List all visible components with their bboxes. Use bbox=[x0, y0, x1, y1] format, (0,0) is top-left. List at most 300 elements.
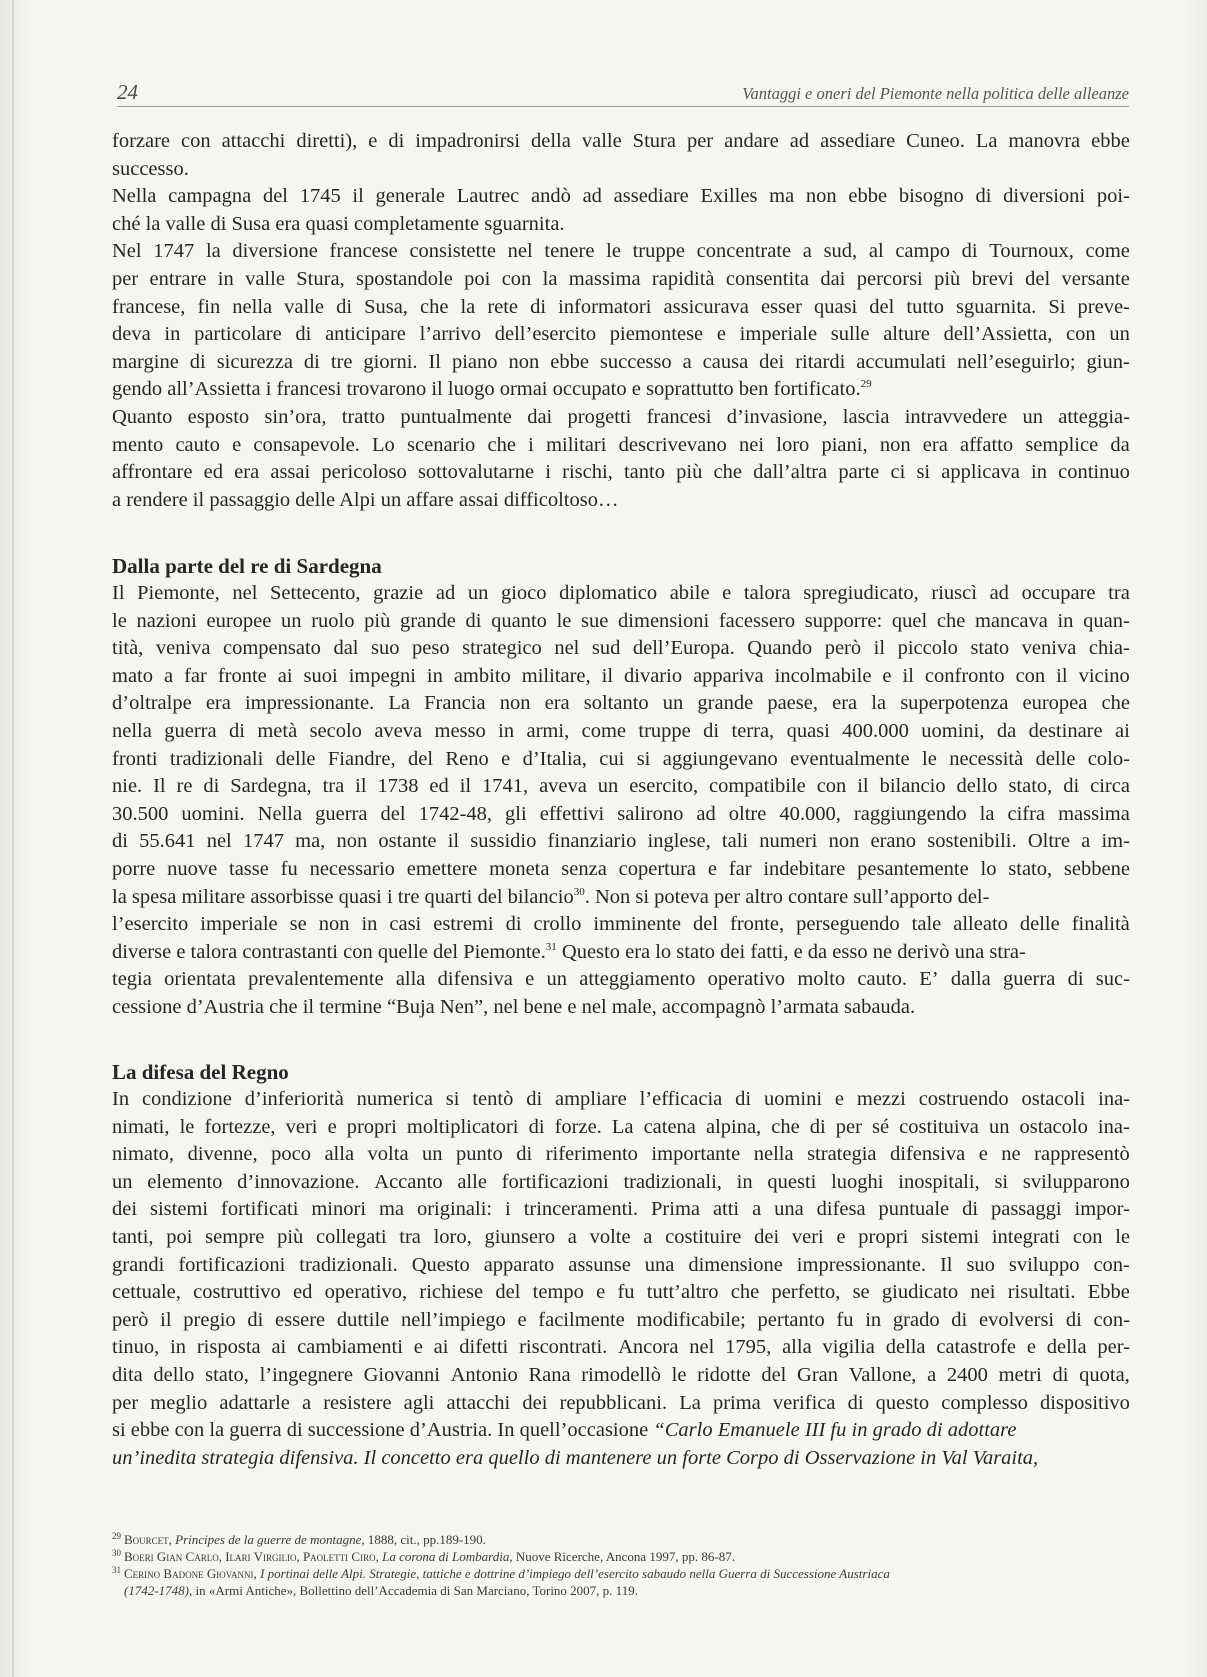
word: sottovalutarne bbox=[417, 461, 535, 484]
word: delle bbox=[1019, 913, 1060, 936]
word: in bbox=[217, 267, 234, 290]
word: suo bbox=[371, 637, 400, 660]
word: sud, bbox=[823, 240, 858, 263]
text-line bbox=[112, 376, 1130, 404]
word: alla bbox=[782, 1336, 812, 1359]
word: ad bbox=[582, 185, 602, 208]
word: talora bbox=[743, 582, 791, 604]
word: duttile bbox=[336, 1308, 390, 1331]
word: applicava bbox=[941, 461, 1020, 484]
word: sue bbox=[581, 609, 609, 632]
word: copertura bbox=[618, 857, 697, 880]
word: Gran bbox=[797, 1363, 839, 1386]
word: ed bbox=[203, 461, 223, 484]
word: del bbox=[408, 747, 434, 770]
word: ridotte bbox=[697, 1363, 751, 1386]
word: erano bbox=[870, 830, 917, 853]
word: un bbox=[546, 968, 567, 991]
word: veniva bbox=[155, 637, 211, 660]
word: come bbox=[1085, 240, 1130, 263]
word: E’ bbox=[919, 968, 939, 991]
word: fortificati bbox=[221, 1198, 299, 1221]
word: ostante bbox=[378, 830, 437, 853]
word: Antonio bbox=[450, 1363, 518, 1386]
word: si bbox=[445, 1088, 460, 1110]
footnote-ref-31[interactable]: 31 bbox=[545, 940, 557, 953]
footnote-rest: , Nuove Ricerche, Ancona 1997, pp. 86-87. bbox=[509, 1549, 735, 1564]
word: massima bbox=[568, 267, 641, 290]
word: atteggiamento bbox=[579, 968, 696, 991]
word: ma bbox=[769, 185, 795, 208]
word: il bbox=[902, 664, 914, 687]
word: era bbox=[205, 692, 231, 715]
text-line: a rendere il passaggio delle Alpi un affare assai difficoltoso… bbox=[112, 488, 619, 511]
word: raggiungendo bbox=[853, 802, 967, 825]
word: deva bbox=[112, 323, 151, 346]
word: di bbox=[228, 719, 245, 742]
word: ed bbox=[429, 775, 449, 798]
section-heading-difesa: La difesa del Regno bbox=[112, 1060, 289, 1084]
footnote-ref-30[interactable]: 30 bbox=[573, 885, 585, 898]
text-line bbox=[112, 1141, 1130, 1169]
word: elemento bbox=[147, 1170, 223, 1193]
word: dei bbox=[754, 1225, 780, 1248]
word: con bbox=[181, 130, 211, 152]
footnote-ref-29[interactable]: 29 bbox=[860, 378, 872, 391]
page-number: 24 bbox=[117, 80, 138, 104]
word: fronti bbox=[112, 747, 158, 770]
word: 1745 bbox=[299, 185, 341, 208]
text-line bbox=[112, 773, 1130, 801]
text-line: cessione d’Austria che il termine “Buja Nen”, nel bene e nel male, accompagnò l’armata sabauda. bbox=[112, 995, 916, 1018]
word: tali bbox=[721, 830, 749, 853]
text-line bbox=[112, 718, 1130, 746]
word: lo bbox=[980, 857, 997, 880]
word: scenario bbox=[407, 433, 476, 456]
word: grado bbox=[892, 1308, 940, 1331]
word: che bbox=[1101, 692, 1130, 715]
word: con bbox=[501, 267, 532, 290]
word: di bbox=[530, 295, 547, 318]
word: l’ingegnere bbox=[259, 1363, 353, 1386]
word: andò bbox=[531, 185, 571, 208]
word: alpina, bbox=[705, 1115, 762, 1138]
word: Nella bbox=[112, 185, 157, 208]
word: attacchi bbox=[446, 1391, 511, 1414]
word: brevi bbox=[971, 267, 1014, 290]
word: dal bbox=[333, 637, 359, 660]
word: ina- bbox=[1097, 1115, 1130, 1138]
text-line bbox=[112, 580, 1130, 608]
word: diversioni bbox=[1003, 185, 1086, 208]
word: condizione bbox=[141, 1088, 232, 1110]
word: veri bbox=[285, 1115, 318, 1138]
word: dello bbox=[956, 775, 998, 798]
word: confronto bbox=[924, 664, 1005, 687]
text-line bbox=[112, 238, 1130, 266]
word: era bbox=[832, 692, 858, 715]
word: le bbox=[1115, 1225, 1130, 1248]
word: evolversi bbox=[978, 1308, 1055, 1331]
word: quasi bbox=[813, 295, 858, 318]
running-header bbox=[117, 80, 1129, 107]
text-line bbox=[112, 801, 1130, 829]
word: riferimento bbox=[545, 1143, 638, 1166]
word: estremi bbox=[433, 913, 494, 936]
word: metri bbox=[998, 1363, 1042, 1386]
text-line bbox=[112, 608, 1130, 636]
word: vicino bbox=[1078, 664, 1130, 687]
word: in bbox=[361, 913, 378, 936]
word: di bbox=[526, 1088, 543, 1110]
text-line bbox=[112, 459, 1130, 487]
word: superpotenza bbox=[900, 692, 1009, 715]
word: causa bbox=[702, 350, 749, 373]
word: ma bbox=[378, 1198, 405, 1221]
word: messo bbox=[434, 719, 486, 742]
word: di bbox=[528, 1115, 545, 1138]
word: l’arrivo bbox=[419, 323, 482, 346]
word: gioco bbox=[500, 582, 547, 604]
word: stato, bbox=[1008, 775, 1053, 798]
word: perfetto, bbox=[771, 1281, 841, 1304]
word: fronte bbox=[217, 664, 267, 687]
word: tutto bbox=[906, 295, 944, 318]
word: alleato bbox=[953, 913, 1008, 936]
word: versante bbox=[1061, 267, 1130, 290]
word: moneta bbox=[489, 857, 550, 880]
word: nel bbox=[232, 582, 258, 604]
word: descrivevano bbox=[618, 433, 727, 456]
word: grazie bbox=[373, 582, 424, 604]
word: cauto. bbox=[857, 968, 907, 991]
word: metà bbox=[257, 719, 298, 742]
text-line: successo. bbox=[112, 157, 189, 180]
word: uomini bbox=[763, 1088, 823, 1110]
word: un bbox=[112, 1170, 133, 1193]
word: inospitali, bbox=[898, 1170, 980, 1193]
word: campo bbox=[895, 240, 950, 263]
word: grande bbox=[400, 609, 456, 632]
word: concentrate bbox=[696, 240, 792, 263]
word: imperiale bbox=[200, 913, 278, 936]
word: rete bbox=[487, 295, 519, 318]
word: fronte, bbox=[730, 913, 785, 936]
word: La bbox=[611, 1115, 634, 1138]
word: rischi, bbox=[562, 461, 613, 484]
word: Rana bbox=[528, 1363, 571, 1386]
word: e bbox=[722, 582, 732, 604]
section-intro bbox=[112, 128, 1130, 514]
word: Accanto bbox=[374, 1170, 443, 1193]
word: al bbox=[868, 240, 884, 263]
word: e bbox=[1026, 1336, 1036, 1359]
word: esposto bbox=[187, 405, 250, 428]
word: far bbox=[184, 664, 207, 687]
word: dita bbox=[112, 1363, 143, 1386]
word: valle bbox=[581, 130, 622, 152]
word: fortezze, bbox=[204, 1115, 276, 1138]
word: terra, bbox=[731, 719, 775, 742]
word: occupare bbox=[1021, 582, 1096, 604]
word: spregiudicato, bbox=[803, 582, 919, 604]
word: il bbox=[873, 637, 886, 660]
word: di bbox=[203, 775, 220, 798]
word: nuove bbox=[167, 857, 218, 880]
word: un bbox=[467, 582, 489, 604]
word: poi bbox=[166, 1225, 193, 1248]
word: prima bbox=[712, 1391, 761, 1414]
word: che bbox=[936, 609, 966, 632]
word: un bbox=[662, 692, 684, 715]
word: Si bbox=[1048, 295, 1066, 318]
word: in bbox=[164, 323, 181, 346]
word: piemontese bbox=[609, 323, 704, 346]
word: suo bbox=[966, 1253, 995, 1276]
word: sé bbox=[872, 1115, 890, 1138]
word: diplomatico bbox=[559, 582, 658, 604]
word: sempre bbox=[205, 1225, 265, 1248]
word: le bbox=[112, 609, 127, 632]
word: Stura, bbox=[296, 267, 345, 290]
word: far bbox=[728, 857, 752, 880]
word: puntualmente bbox=[400, 405, 512, 428]
word: consapevole. bbox=[253, 433, 360, 456]
word: in bbox=[1031, 461, 1047, 484]
word: tentò bbox=[472, 1088, 514, 1110]
section-heading-sardegna: Dalla parte del re di Sardegna bbox=[112, 554, 382, 578]
word: del bbox=[495, 1281, 521, 1304]
word: quanto bbox=[491, 609, 547, 632]
word: impegni bbox=[348, 664, 416, 687]
word: non bbox=[499, 692, 531, 715]
word: piano bbox=[451, 350, 498, 373]
word: necessità bbox=[949, 747, 1024, 770]
word: trinceramenti. bbox=[523, 1198, 639, 1221]
word: Oltre bbox=[1027, 830, 1070, 853]
word: campagna bbox=[168, 185, 252, 208]
word: dei bbox=[759, 350, 785, 373]
word: pregio bbox=[183, 1308, 236, 1331]
word: ma, bbox=[295, 830, 326, 853]
word: secolo bbox=[309, 719, 362, 742]
text-line bbox=[112, 1334, 1130, 1362]
word: fortificazioni bbox=[178, 1253, 286, 1276]
word: un bbox=[597, 775, 619, 798]
word: verifica bbox=[772, 1391, 836, 1414]
word: Reno bbox=[445, 747, 489, 770]
word: continuo bbox=[1058, 461, 1130, 484]
word: strategico bbox=[462, 637, 542, 660]
word: meglio bbox=[150, 1391, 208, 1414]
word: forzare bbox=[112, 130, 171, 152]
word: del bbox=[692, 913, 719, 936]
word: di bbox=[112, 830, 128, 853]
word: per bbox=[112, 1391, 139, 1414]
word: truppe bbox=[632, 240, 685, 263]
word: passaggi bbox=[990, 1198, 1062, 1221]
word: a bbox=[643, 1225, 653, 1248]
text-line bbox=[112, 1390, 1130, 1418]
word: di bbox=[465, 609, 482, 632]
word: Ebbe bbox=[1087, 1281, 1130, 1304]
word: puntuale bbox=[878, 1198, 950, 1221]
word: dai bbox=[820, 267, 846, 290]
word: andare bbox=[724, 130, 779, 152]
footnote-29: $^{29}$ Bourcet, Principes de la guerre de montagne, 1888, cit., pp.189-190. bbox=[112, 1530, 486, 1547]
word: accumulati bbox=[856, 350, 947, 373]
word: Ancora bbox=[618, 1336, 679, 1359]
word: cifra bbox=[1007, 802, 1046, 825]
word: catena bbox=[643, 1115, 696, 1138]
word: della bbox=[1046, 1336, 1087, 1359]
word: apparato bbox=[483, 1253, 555, 1276]
word: nel bbox=[206, 830, 232, 853]
word: effettivi bbox=[539, 802, 605, 825]
word: e bbox=[882, 664, 892, 687]
word: margine bbox=[112, 350, 179, 373]
word: repubblicani. bbox=[559, 1391, 668, 1414]
word: stato, bbox=[205, 1363, 249, 1386]
word: francesi bbox=[646, 405, 712, 428]
word: indebitare bbox=[763, 857, 846, 880]
word: 1795, bbox=[725, 1336, 772, 1359]
word: stato bbox=[970, 637, 1010, 660]
word: con bbox=[1066, 323, 1096, 346]
word: difetti bbox=[459, 1336, 509, 1359]
word: adattarle bbox=[219, 1391, 290, 1414]
footnote-author: Boeri Gian Carlo, Ilari Virgilio, Paoletti Ciro bbox=[124, 1549, 376, 1564]
word: esercito, bbox=[629, 775, 699, 798]
word: numeri bbox=[759, 830, 818, 853]
word: nel bbox=[689, 1336, 715, 1359]
word: pesantemente bbox=[857, 857, 969, 880]
word: ebbe bbox=[1091, 130, 1130, 152]
word: questi bbox=[767, 1170, 817, 1193]
word: di bbox=[735, 1088, 752, 1110]
word: che bbox=[713, 461, 742, 484]
text-line bbox=[112, 349, 1130, 377]
word: supporre: bbox=[804, 609, 883, 632]
word: volta bbox=[367, 1143, 409, 1166]
word: nel bbox=[554, 637, 580, 660]
word: dalla bbox=[950, 968, 991, 991]
word: circa bbox=[1090, 775, 1130, 798]
text-line bbox=[112, 404, 1130, 432]
word: esser bbox=[760, 295, 802, 318]
word: necessario bbox=[309, 857, 395, 880]
word: che bbox=[419, 295, 449, 318]
footnote-rest: , 1888, cit., pp.189-190. bbox=[361, 1532, 486, 1547]
word: e bbox=[525, 968, 535, 991]
word: sussidio bbox=[470, 830, 537, 853]
word: fu bbox=[280, 857, 298, 880]
word: affatto bbox=[960, 433, 1014, 456]
word: ad bbox=[696, 802, 716, 825]
word: Nella bbox=[257, 802, 303, 825]
word: cambiamenti bbox=[297, 1336, 403, 1359]
word: risultati. bbox=[1007, 1281, 1076, 1304]
word: di bbox=[336, 295, 353, 318]
word: di bbox=[1067, 968, 1084, 991]
footnote-30: $^{30}$ Boeri Gian Carlo, Ilari Virgilio, Paoletti Ciro, La corona di Lombardia, Nuove Ricerche, Ancona 1997, pp. 86-87. bbox=[112, 1547, 735, 1564]
word: l’efficacia bbox=[639, 1088, 723, 1110]
word: un bbox=[281, 609, 302, 632]
word: militari bbox=[546, 433, 607, 456]
word: peso bbox=[412, 637, 450, 660]
word: vigilia bbox=[822, 1336, 875, 1359]
word: diretti), bbox=[296, 130, 358, 152]
word: ci bbox=[890, 461, 906, 484]
word: a bbox=[682, 350, 692, 373]
word: pertanto bbox=[757, 1308, 825, 1331]
word: e bbox=[232, 433, 242, 456]
word: ambito bbox=[453, 664, 511, 687]
word: sicurezza bbox=[216, 350, 293, 373]
word: ostacolo bbox=[1019, 1115, 1088, 1138]
word: per- bbox=[1097, 1336, 1130, 1359]
word: europea bbox=[1022, 692, 1088, 715]
word: del bbox=[380, 802, 406, 825]
word: abile bbox=[669, 582, 710, 604]
word: salirono bbox=[617, 802, 684, 825]
word: questo bbox=[875, 1391, 930, 1414]
word: compatibile bbox=[709, 775, 806, 798]
word: destinare bbox=[1028, 719, 1103, 742]
word: incolmabile bbox=[774, 664, 872, 687]
word: non bbox=[805, 185, 837, 208]
text-line bbox=[112, 1307, 1130, 1335]
word: loro, bbox=[433, 1225, 472, 1248]
word: 30.500 bbox=[112, 802, 169, 825]
word: fortificazioni bbox=[501, 1170, 609, 1193]
word: un bbox=[988, 1115, 1010, 1138]
word: il bbox=[160, 1308, 172, 1331]
word: si bbox=[636, 747, 651, 770]
word: giunsero bbox=[484, 1225, 556, 1248]
word: di bbox=[962, 1198, 979, 1221]
word: svilupparono bbox=[1022, 1170, 1130, 1193]
footnote-title: Principes de la guerre de montagne bbox=[175, 1532, 362, 1547]
word: una bbox=[774, 1198, 804, 1221]
word: della bbox=[531, 130, 571, 152]
word: richiese bbox=[419, 1281, 484, 1304]
word: appariva bbox=[693, 664, 764, 687]
footnote-number: 29 bbox=[112, 1530, 121, 1541]
word: 2400 bbox=[946, 1363, 988, 1386]
page-edge bbox=[12, 0, 14, 1677]
word: Il bbox=[939, 1253, 953, 1276]
text-line bbox=[112, 690, 1130, 718]
word: i bbox=[545, 461, 551, 484]
word: suc- bbox=[1095, 968, 1130, 991]
word: la bbox=[979, 802, 995, 825]
word: Il bbox=[112, 582, 125, 604]
word: poi bbox=[464, 267, 491, 290]
word: successo bbox=[599, 350, 672, 373]
word: assunse bbox=[568, 1253, 631, 1276]
word: ina- bbox=[1098, 1088, 1130, 1110]
word: eventualmente bbox=[790, 747, 910, 770]
word: Quanto bbox=[112, 405, 173, 428]
word: aggiungevano bbox=[662, 747, 778, 770]
word: cettuale, bbox=[112, 1281, 181, 1304]
word: di bbox=[951, 1308, 968, 1331]
word: a bbox=[752, 1198, 762, 1221]
word: tempo bbox=[532, 1281, 584, 1304]
word: nei bbox=[970, 1281, 996, 1304]
text-line bbox=[112, 635, 1130, 663]
